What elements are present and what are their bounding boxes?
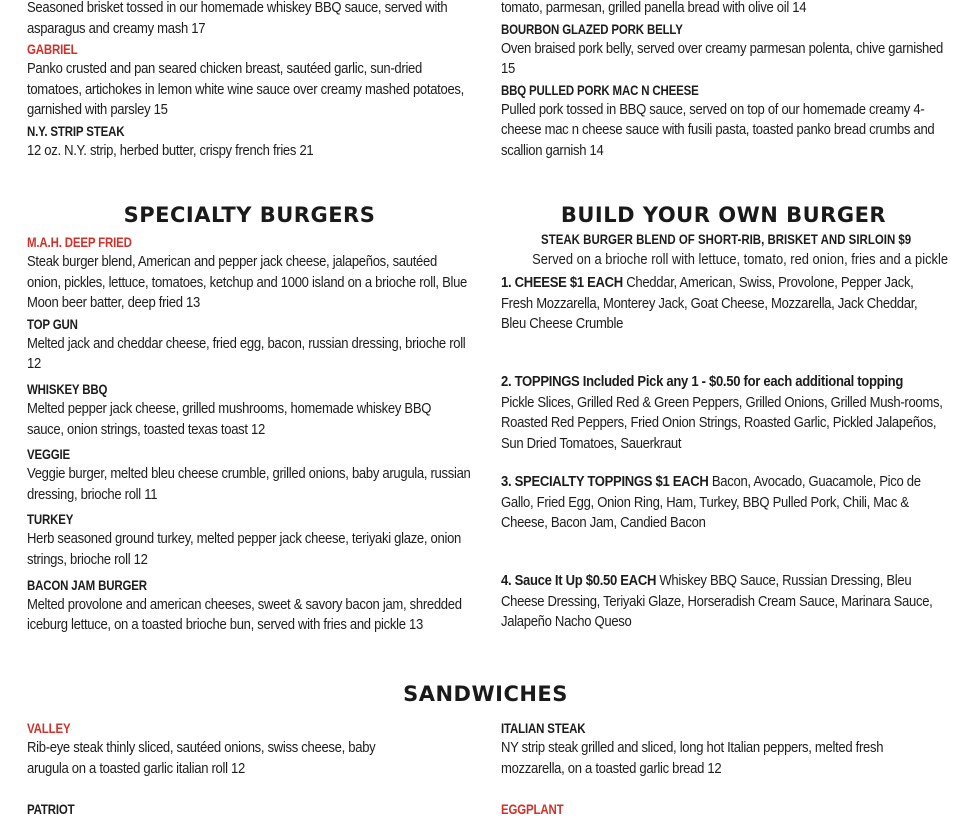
- brisket-description: Seasoned brisket tossed in our homemade whiskey BBQ sauce, served with asparagus and creamy mash 17: [27, 0, 448, 37]
- step-label: 2. TOPPINGS Included Pick any 1 - $0.50 for each additional topping: [501, 373, 904, 390]
- burger-name: VEGGIE: [27, 446, 71, 463]
- mac-cheese-name: BBQ PULLED PORK MAC N CHEESE: [501, 81, 699, 98]
- sandwich-eggplant: [501, 799, 701, 819]
- sandwich-patriot: [27, 799, 227, 819]
- build-step-4: [501, 571, 946, 633]
- burger-name: TURKEY: [27, 511, 74, 528]
- step-text: Pickle Slices, Grilled Red & Green Peppers, Grilled Onions, Grilled Mush-rooms, Roasted Red Peppers, Fried Onion Strings, Roasted Garlic, Pickled Jalapeños, Sun Dried Tomatoes, Sauerkraut: [501, 393, 943, 452]
- step-label: 1. CHEESE $1 EACH: [501, 274, 623, 291]
- burger-name: TOP GUN: [27, 315, 78, 332]
- entrees-left: [27, 0, 472, 162]
- build-burger-title: BUILD YOUR OWN BURGER: [560, 203, 887, 227]
- build-burger-note: Served on a brioche roll with lettuce, tomato, red onion, fries and a pickle: [532, 251, 949, 268]
- sandwich-name: VALLEY: [27, 720, 71, 736]
- mac-cheese-description: Pulled pork tossed in BBQ sauce, served on top of our homemade creamy 4-cheese mac n cheese sauce with fusili pasta, toasted panko bread crumbs and scallion garnish 14: [501, 100, 935, 159]
- sandwich-name: PATRIOT: [27, 801, 75, 817]
- sandwich-italian-steak: [501, 718, 946, 779]
- specialty-burgers-title: SPECIALTY BURGERS: [123, 203, 376, 227]
- sandwich-name: ITALIAN STEAK: [501, 720, 586, 736]
- burger-description: Melted pepper jack cheese, grilled mushrooms, homemade whiskey BBQ sauce, onion strings, toasted texas toast 12: [27, 399, 432, 438]
- entrees-right: [501, 0, 946, 162]
- sandwiches-title: SANDWICHES: [403, 682, 568, 706]
- pork-belly-name: BOURBON GLAZED PORK BELLY: [501, 20, 683, 37]
- gabriel-description: Panko crusted and pan seared chicken breast, sautéed garlic, sun-dried tomatoes, artichokes in lemon white wine sauce over creamy mashed potatoes, garnished with parsley 15: [27, 60, 464, 119]
- burger-name: M.A.H. DEEP FRIED: [27, 234, 132, 250]
- burger-description: Veggie burger, melted bleu cheese crumble, grilled onions, baby arugula, russian dressing, brioche roll 11: [27, 465, 471, 503]
- burger-name: BACON JAM BURGER: [27, 576, 147, 593]
- burger-description: Herb seasoned ground turkey, melted pepper jack cheese, teriyaki glaze, onion strings, brioche roll 12: [27, 530, 462, 568]
- strip-steak-description: 12 oz. N.Y. strip, herbed butter, crispy french fries 21: [27, 141, 314, 159]
- build-step-1: [501, 273, 946, 335]
- pork-belly-description: Oven braised pork belly, served over creamy parmesan polenta, chive garnished 15: [501, 39, 943, 78]
- step-text: Whiskey BBQ Sauce, Russian Dressing, Bleu Cheese Dressing, Teriyaki Glaze, Horseradish Cream Sauce, Marinara Sauce, Jalapeño Nacho Queso: [501, 572, 933, 631]
- burger-description: Melted jack and cheddar cheese, fried egg, bacon, russian dressing, brioche roll 12: [27, 334, 466, 373]
- sandwich-valley: [27, 718, 472, 779]
- build-step-2: [501, 372, 946, 454]
- burger-description: Steak burger blend, American and pepper jack cheese, jalapeños, sautéed onion, pickles, lettuce, tomatoes, ketchup and 1000 island on a brioche roll, Blue Moon beer batter, deep fried 13: [27, 253, 468, 312]
- build-step-3: [501, 472, 946, 534]
- step-label: 3. SPECIALTY TOPPINGS $1 EACH: [501, 473, 709, 490]
- sandwich-description: Rib-eye steak thinly sliced, sautéed onions, swiss cheese, baby arugula on a toasted garlic italian roll 12: [27, 739, 376, 777]
- step-text: Cheddar, American, Swiss, Provolone, Pepper Jack, Fresh Mozzarella, Monterey Jack, Goat Cheese, Mozzarella, Jack Cheddar, Bleu Cheese Crumble: [501, 274, 918, 333]
- build-burger-subtitle: STEAK BURGER BLEND OF SHORT-RIB, BRISKET AND SIRLOIN $9: [541, 231, 912, 247]
- top-right-description: tomato, parmesan, grilled panella bread with olive oil 14: [501, 0, 807, 16]
- sandwich-name: EGGPLANT: [501, 801, 564, 817]
- sandwich-description: NY strip steak grilled and sliced, long hot Italian peppers, melted fresh mozzarella, on a toasted garlic bread 12: [501, 739, 884, 777]
- specialty-burgers-list: [27, 232, 472, 636]
- gabriel-name: GABRIEL: [27, 41, 78, 58]
- step-text: Bacon, Avocado, Guacamole, Pico de Gallo, Fried Egg, Onion Ring, Ham, Turkey, BBQ Pulled Pork, Chili, Mac & Cheese, Bacon Jam, Candied Bacon: [501, 473, 921, 532]
- burger-name: WHISKEY BBQ: [27, 380, 108, 397]
- strip-steak-name: N.Y. STRIP STEAK: [27, 122, 125, 139]
- burger-description: Melted provolone and american cheeses, sweet & savory bacon jam, shredded iceburg lettuce, on a toasted brioche bun, served with fries and pickle 13: [27, 595, 462, 634]
- step-label: 4. Sauce It Up $0.50 EACH: [501, 572, 657, 589]
